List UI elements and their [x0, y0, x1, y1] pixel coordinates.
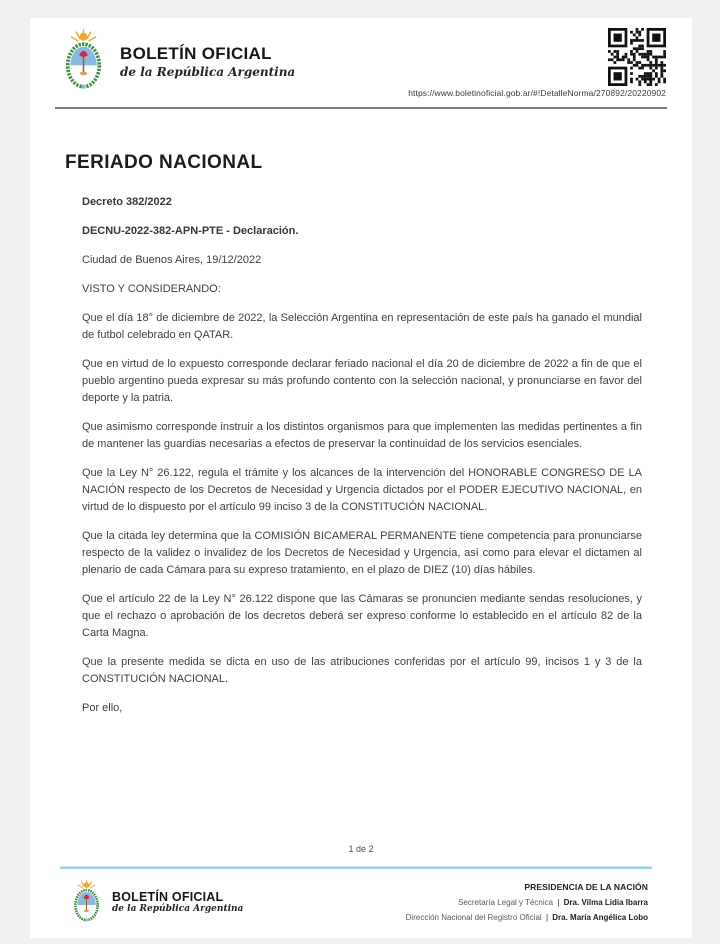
official-name: Dra. María Angélica Lobo: [552, 912, 648, 922]
office-label: Dirección Nacional del Registro Oficial: [405, 912, 542, 922]
coat-of-arms-icon: [70, 879, 103, 925]
norma-url: https://www.boletinoficial.gob.ar/#!DetalleNorma/270892/20220902: [408, 88, 666, 98]
brand-subtitle: de la República Argentina: [112, 904, 244, 914]
header-divider: [55, 107, 667, 109]
footer-signature-line: [406, 910, 648, 925]
separator: |: [545, 912, 549, 922]
paragraph: Que en virtud de lo expuesto corresponde declarar feriado nacional el día 20 de diciembre de 2022 a fin de que el pueblo argentino pueda expresar su más profundo contento con la selección nacional, y pronunciarse en favor del deporte y la patria.: [82, 358, 642, 404]
document-content: [82, 194, 642, 729]
document-title: FERIADO NACIONAL: [65, 152, 263, 173]
paragraph: Que el día 18° de diciembre de 2022, la Selección Argentina en representación de este país ha ganado el mundial de futbol celebrado en QATAR.: [82, 312, 642, 341]
brand-subtitle: de la República Argentina: [120, 64, 296, 79]
paragraph: Que la presente medida se dicta en uso de las atribuciones conferidas por el artículo 99, incisos 1 y 3 de la CONSTITUCIÓN NACIONAL.: [82, 656, 642, 685]
brand-title: BOLETÍN OFICIAL: [120, 43, 272, 63]
paragraph: Que el artículo 22 de la Ley N° 26.122 dispone que las Cámaras se pronuncien mediante sendas resoluciones, y que el rechazo o aprobación de los decretos deberá ser expreso conforme lo establecido en el artículo 82 de la Carta Magna.: [82, 593, 642, 639]
page-indicator: 1 de 2: [348, 844, 374, 854]
header-brand: [60, 28, 295, 94]
footer-signature-line: [406, 895, 648, 910]
dateline: Ciudad de Buenos Aires, 19/12/2022: [82, 254, 262, 266]
footer-signatures: [406, 880, 648, 925]
coat-of-arms-icon: [60, 28, 107, 94]
document-page: [30, 18, 692, 938]
official-name: Dra. Vilma Lidia Ibarra: [563, 897, 648, 907]
paragraph: Que la Ley N° 26.122, regula el trámite y los alcances de la intervención del HONORABLE CONGRESO DE LA NACIÓN respecto de los Decretos de Necesidad y Urgencia dictados por el PODER EJECUTIVO NACIONAL, en virtud de lo dispuesto por el artículo 99 inciso 3 de la CONSTITUCIÓN NACIONAL.: [82, 467, 642, 513]
decree-reference: DECNU-2022-382-APN-PTE - Declaración.: [82, 225, 299, 237]
decree-number: Decreto 382/2022: [82, 196, 172, 208]
footer-brand-text: [112, 890, 243, 914]
paragraph: Que la citada ley determina que la COMISIÓN BICAMERAL PERMANENTE tiene competencia para pronunciarse respecto de la validez o invalidez de los Decretos de Necesidad y Urgencia, así como para elevar el dictamen al plenario de cada Cámara para su expreso tratamiento, en el plazo de DIEZ (10) días hábiles.: [82, 530, 642, 576]
visto-heading: VISTO Y CONSIDERANDO:: [82, 283, 221, 295]
brand-title: BOLETÍN OFICIAL: [112, 890, 224, 904]
footer-org: PRESIDENCIA DE LA NACIÓN: [524, 881, 648, 892]
paragraph: Por ello,: [82, 702, 123, 714]
header-brand-text: [120, 44, 295, 79]
footer-divider: [60, 866, 652, 869]
qr-code-icon: [608, 28, 666, 86]
footer-brand: [70, 879, 243, 925]
office-label: Secretaría Legal y Técnica: [458, 897, 554, 907]
separator: |: [557, 897, 560, 907]
paragraph: Que asimismo corresponde instruir a los distintos organismos para que implementen las medidas pertinentes a fin de mantener las guardias necesarias a efectos de preservar la continuidad de los servicios esenciales.: [82, 421, 642, 450]
